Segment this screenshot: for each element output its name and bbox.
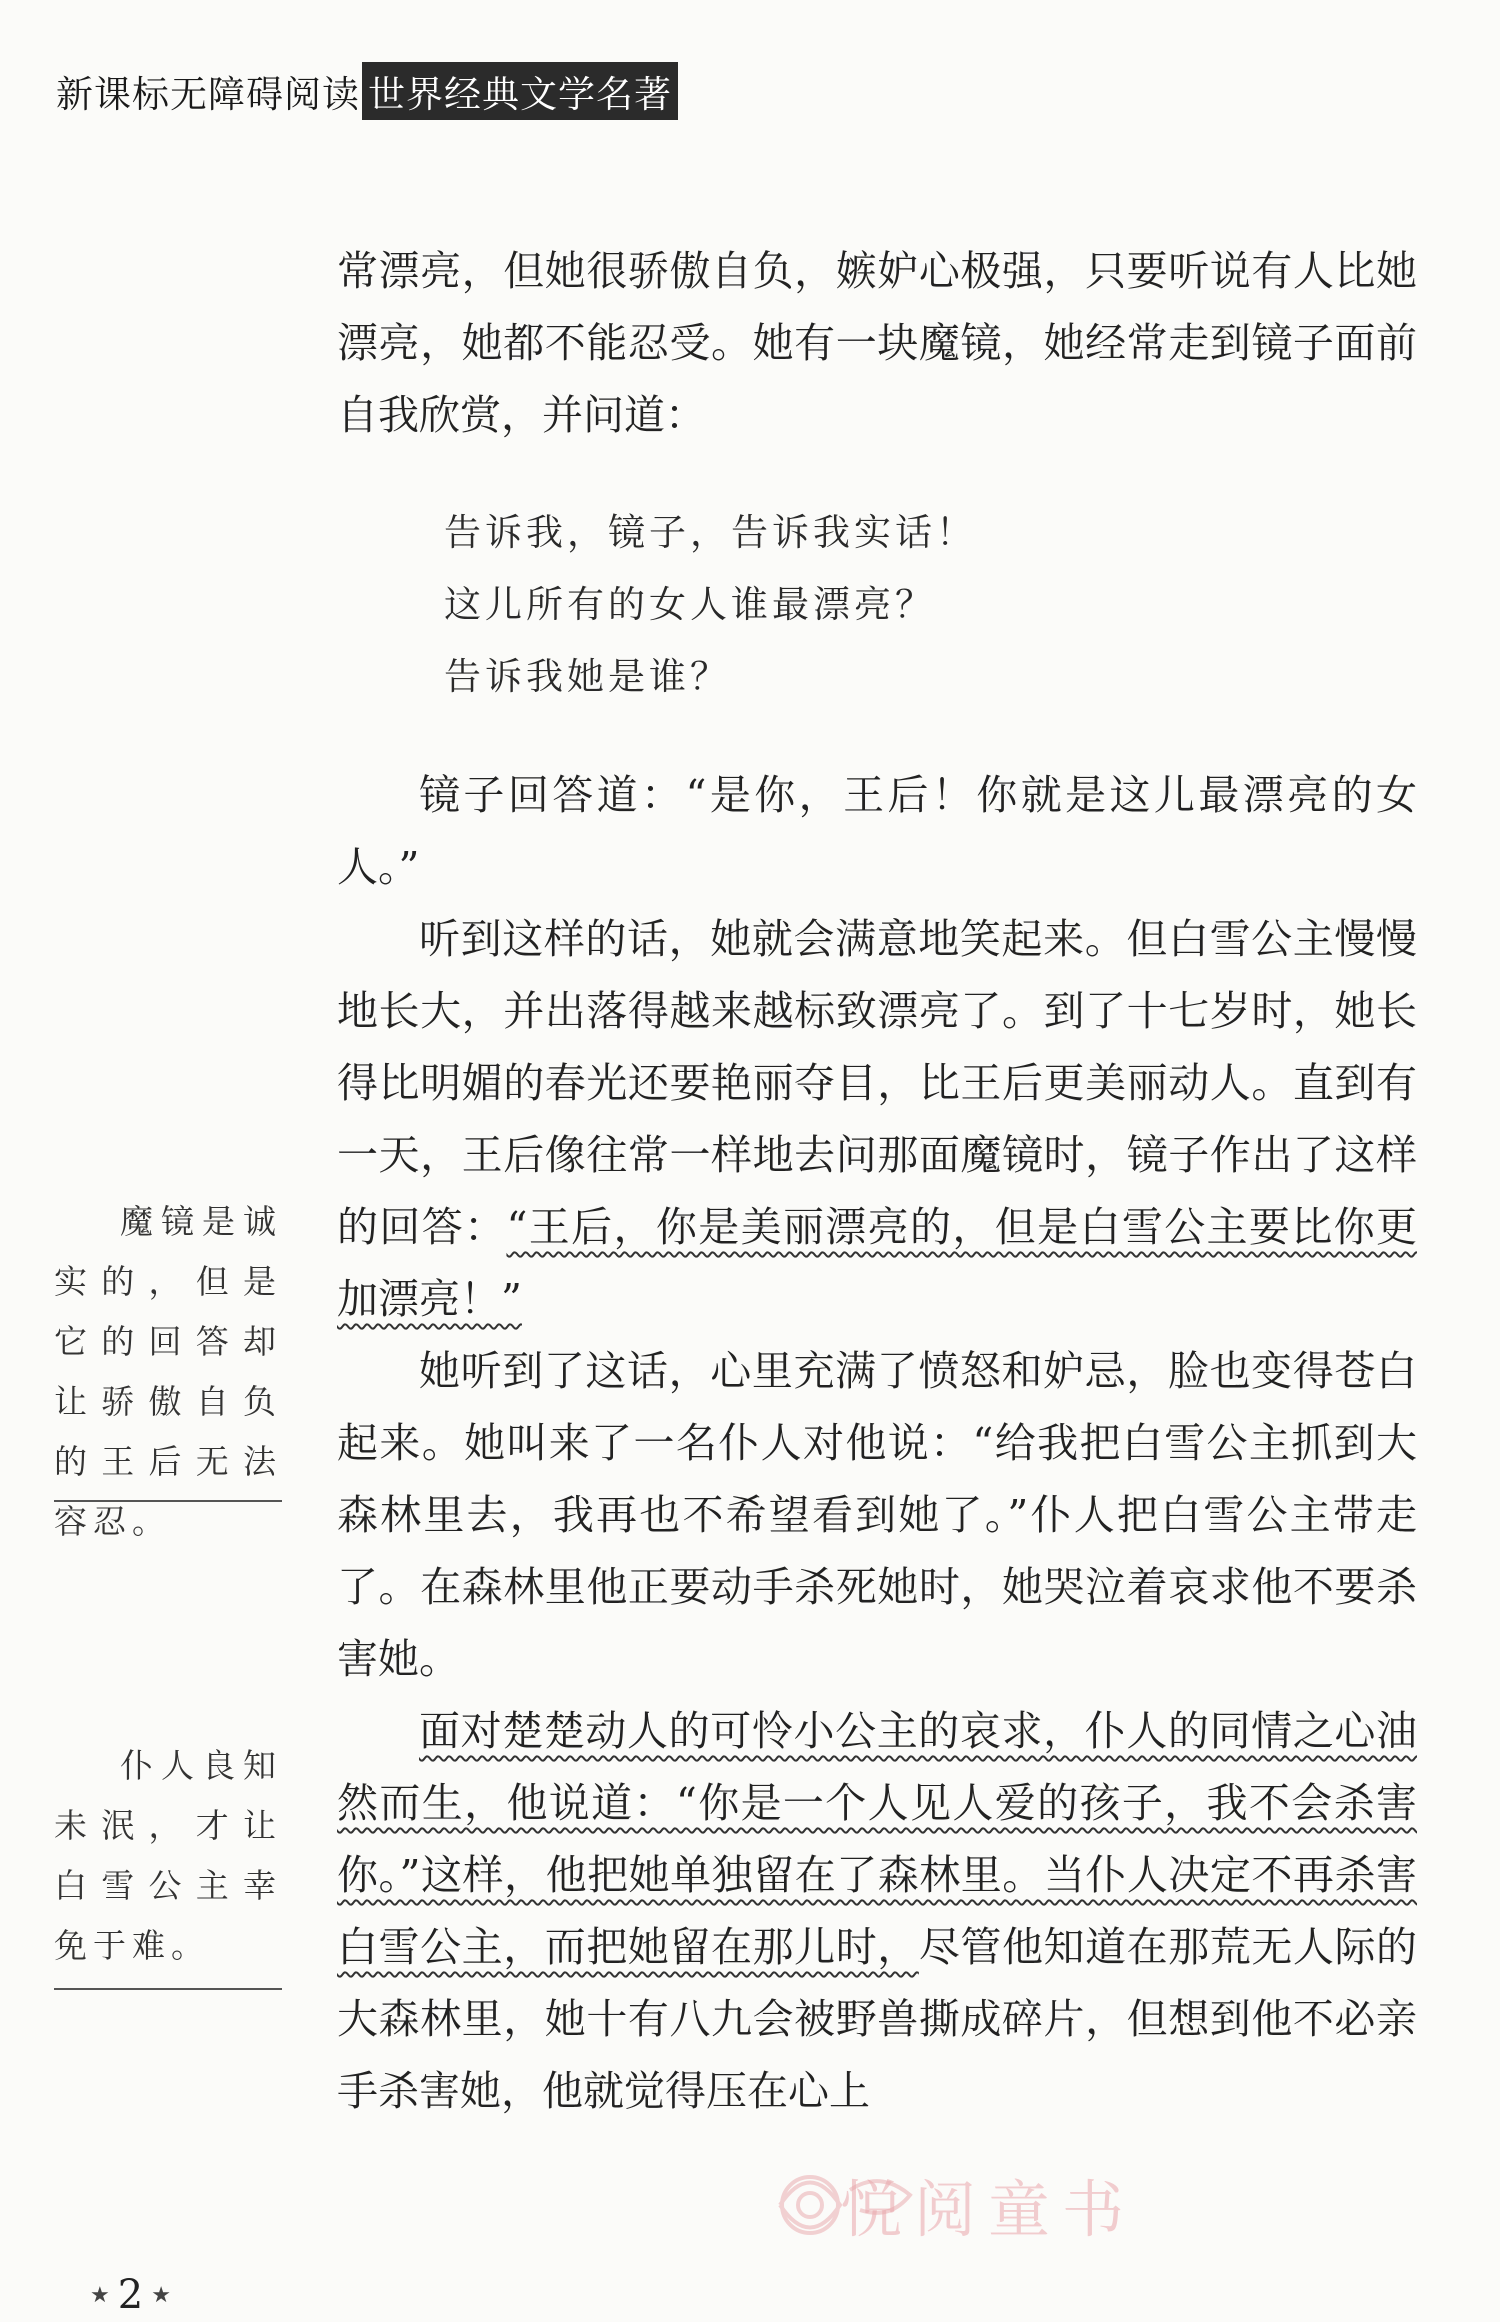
paragraph-2: 镜子回答道：“是你，王后！你就是这儿最漂亮的女人。” (337, 771, 1417, 891)
paragraph-1: 常漂亮，但她很骄傲自负，嫉妒心极强，只要听说有人比她漂亮，她都不能忍受。她有一块魔镜，她经常走到镜子面前自我欣赏，并问道： (337, 247, 1417, 439)
margin-note-divider-1 (54, 1500, 282, 1502)
poem-line-2: 这儿所有的女人谁最漂亮？ (444, 583, 936, 626)
paragraph-5 (337, 1695, 1417, 2127)
book-series-title: 世界经典文学名著 (362, 62, 678, 120)
margin-note-divider-2 (54, 1988, 282, 1990)
watermark-logo: 悦阅童书 (840, 2173, 1137, 2246)
series-name: 新课标无障碍阅读 (56, 73, 360, 116)
poem-line-1: 告诉我，镜子，告诉我实话！ (444, 511, 977, 554)
paragraph-3 (337, 903, 1417, 1335)
underlined-mirror-answer: “王后，你是美丽漂亮的，但是白雪公主要比你更加漂亮！” (337, 1203, 1417, 1323)
poem-line-3: 告诉我她是谁？ (444, 655, 731, 698)
book-header (56, 66, 678, 116)
paragraph-4: 她听到了这话，心里充满了愤怒和妒忌，脸也变得苍白起来。她叫来了一名仆人对他说：“给我把白雪公主抓到大森林里去，我再也不希望看到她了。”仆人把白雪公主带走了。在森林里他正要动手杀死她时，她哭泣着哀求他不要杀害她。 (337, 1347, 1417, 1683)
page-number: 2 (117, 2272, 144, 2318)
margin-note-2: 仆人良知未泯，才让白雪公主幸免于难。 (54, 1746, 282, 1965)
star-icon: ★ (151, 2282, 171, 2308)
mirror-poem (444, 497, 1417, 713)
page-footer (90, 2272, 171, 2318)
margin-note-1: 魔镜是诚实的，但是它的回答却让骄傲自负的王后无法容忍。 (54, 1202, 282, 1541)
paragraph-3-text: 听到这样的话，她就会满意地笑起来。但白雪公主慢慢地长大，并出落得越来越标致漂亮了。到了十七岁时，她长得比明媚的春光还要艳丽夺目，比王后更美丽动人。直到有一天，王后像往常一样地去问那面魔镜时，镜子作出了这样的回答： (337, 915, 1417, 1251)
star-icon: ★ (90, 2282, 110, 2308)
underlined-servant-mercy: 面对楚楚动人的可怜小公主的哀求，仆人的同情之心油然而生，他说道：“你是一个人见人爱的孩子，我不会杀害你。”这样，他把她单独留在了森林里。当仆人决定不再杀害白雪公主，而把她留在那儿时， (337, 1707, 1417, 1971)
main-text (337, 235, 1417, 2127)
paragraph-5-text: 尽管他知道在那荒无人际的大森林里，她十有八九会被野兽撕成碎片，但想到他不必亲手杀害她，他就觉得压在心上 (337, 1923, 1418, 2115)
